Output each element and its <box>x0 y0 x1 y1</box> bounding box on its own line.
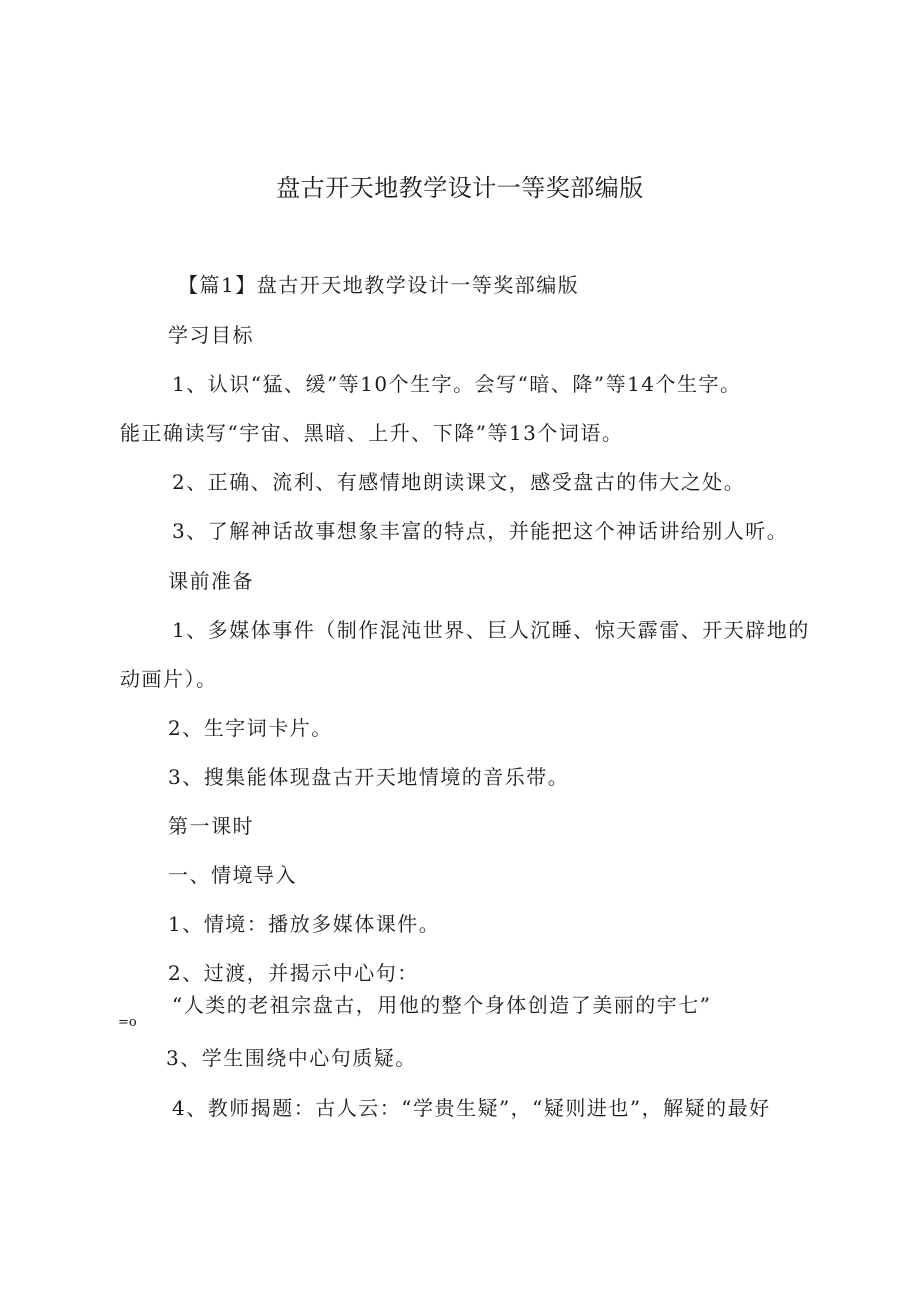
section-heading-article-1: 【篇1】盘古开天地教学设计一等奖部编版 <box>178 273 580 297</box>
prep-3: 3、搜集能体现盘古开天地情境的音乐带。 <box>168 765 570 789</box>
heading-learning-goals: 学习目标 <box>168 323 254 347</box>
goal-1-line-2: 能正确读写“宇宙、黑暗、上升、下降”等13个词语。 <box>120 421 624 445</box>
intro-step-3: 3、学生围绕中心句质疑。 <box>166 1046 417 1070</box>
document-title: 盘古开天地教学设计一等奖部编版 <box>276 174 644 202</box>
heading-first-lesson: 第一课时 <box>168 814 254 838</box>
central-sentence-tail: =o <box>118 1015 137 1030</box>
goal-3: 3、了解神话故事想象丰富的特点，并能把这个神话讲给别人听。 <box>172 519 789 543</box>
intro-step-4: 4、教师揭题：古人云：“学贵生疑”，“疑则进也”，解疑的最好 <box>172 1096 771 1120</box>
heading-preparation: 课前准备 <box>168 569 254 593</box>
intro-step-1: 1、情境：播放多媒体课件。 <box>168 912 441 936</box>
heading-situation-intro: 一、情境导入 <box>168 863 297 887</box>
goal-2: 2、正确、流利、有感情地朗读课文，感受盘古的伟大之处。 <box>172 470 746 494</box>
prep-2: 2、生字词卡片。 <box>168 716 333 740</box>
goal-1-line-1: 1、认识“猛、缓”等10个生字。会写“暗、降”等14个生字。 <box>172 372 742 396</box>
prep-1-line-2: 动画片）。 <box>120 667 218 691</box>
prep-1-line-1: 1、多媒体事件（制作混沌世界、巨人沉睡、惊天霹雷、开天辟地的 <box>172 618 810 642</box>
intro-step-2: 2、过渡，并揭示中心句： <box>168 961 419 985</box>
central-sentence-quote: “人类的老祖宗盘古，用他的整个身体创造了美丽的宇七” <box>172 993 712 1017</box>
